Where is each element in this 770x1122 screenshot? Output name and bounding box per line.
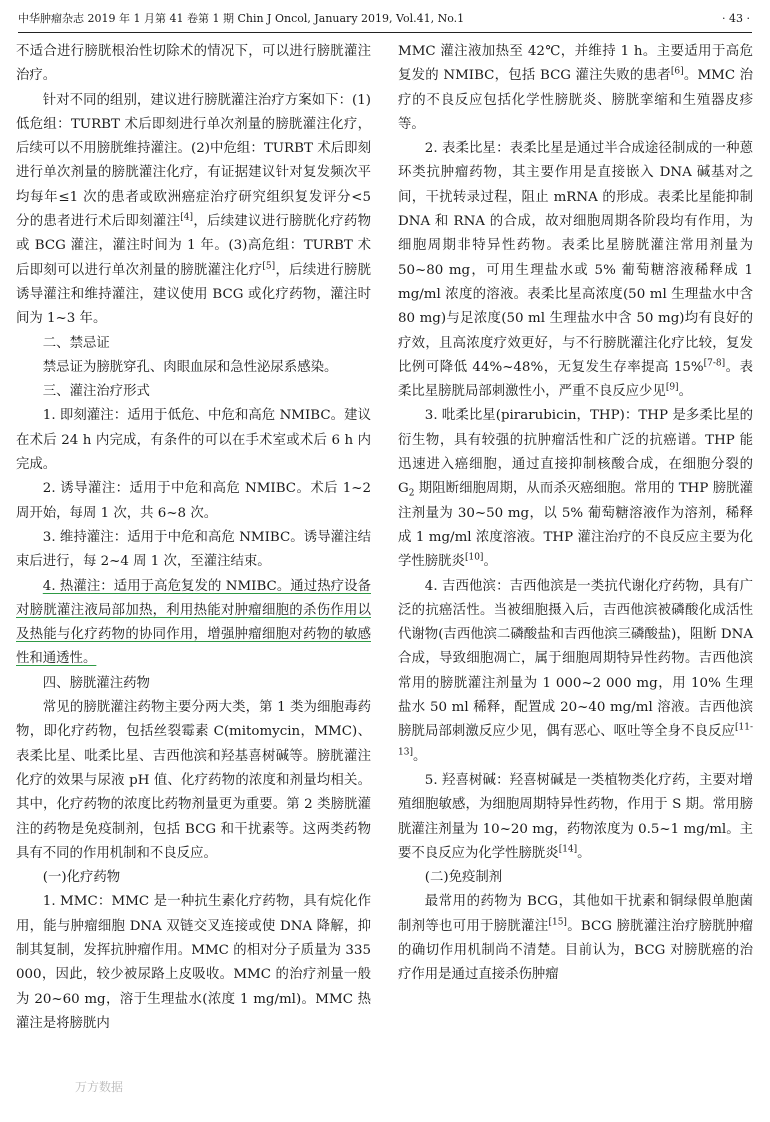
text: 最常用的药物为 BCG，其他如干扰素和铜绿假单胞菌制剂等也可用于膀胱灌注 (398, 894, 753, 934)
text: 。 (678, 384, 692, 400)
right-column (398, 40, 753, 988)
text: ，后续进行膀胱诱导灌注和维持灌注，建议使用 BCG 或化疗药物，灌注时间为 1~3 年。 (16, 262, 372, 327)
text: 。MMC 治疗的不良反应包括化学性膀胱炎、膀胱挛缩和生殖器皮疹等。 (398, 68, 753, 132)
watermark: 万方数据 (75, 1080, 124, 1094)
citation: [14] (558, 844, 578, 855)
text: MMC 灌注液加热至 42℃，并维持 1 h。主要适用于高危复发的 NMIBC，包括 BCG 灌注失败的患者 (398, 44, 753, 84)
paragraph (398, 404, 753, 574)
paragraph: 不适合进行膀胱根治性切除术的情况下，可以进行膀胱灌注治疗。 (16, 44, 371, 84)
citation: [15] (548, 917, 567, 928)
text: 3. 吡柔比星(pirarubicin，THP)：THP 是多柔比星的衍生物，具有较强的抗肿瘤活性和广泛的抗癌谱。THP 能迅速进入癌细胞，通过直接抑制核酸合成，在细胞分裂的 G (398, 408, 753, 497)
text: 期阻断细胞周期，从而杀灭癌细胞。常用的 THP 膀胱灌注剂量为 30~50 mg，以 5% 葡萄糖溶液作为溶剂，稀释成 1 mg/ml 浓度溶液。THP 灌注治疗的不良反应主要为化学性膀胱炎 (398, 481, 753, 570)
citation: [5] (262, 261, 276, 272)
paragraph: 3. 维持灌注：适用于中危和高危 NMIBC。诱导灌注结束后进行，每 2~4 周 1 次，至灌注结束。 (16, 529, 371, 570)
text: 。 (483, 554, 497, 570)
paragraph (398, 575, 753, 769)
text: 。 (577, 845, 591, 861)
text: 4. 吉西他滨：吉西他滨是一类抗代谢化疗药物，具有广泛的抗癌活性。当被细胞摄入后，吉西他滨被磷酸化成活性代谢物(吉西他滨二磷酸盐和吉西他滨三磷酸盐)，阻断 DNA 合成，导致细胞凋亡，属于细胞周期特异性药物。吉西他滨常用的膀胱灌注剂量为 1 000~2 000 mg，用 10% 生理盐水 50 ml 稀释，配置成 20~40 mg/ml 溶液。吉西他滨膀胱局部刺激反应少见，偶有恶心、呕吐等全身不良反应 (398, 578, 753, 740)
paragraph (398, 890, 753, 987)
paragraph (398, 137, 753, 404)
paragraph: 1. 即刻灌注：适用于低危、中危和高危 NMIBC。建议在术后 24 h 内完成，有条件的可以在手术室或术后 6 h 内完成。 (16, 408, 371, 473)
left-column (16, 40, 371, 1036)
text: 。表柔比星膀胱局部刺激性小，严重不良反应少见 (398, 359, 753, 400)
citation: [7-8] (703, 358, 726, 369)
citation: [9] (665, 382, 679, 393)
section-heading: 二、禁忌证 (42, 335, 110, 351)
highlighted-paragraph: 4. 热灌注：适用于高危复发的 NMIBC。通过热疗设备对膀胱灌注液局部加热，利用热能对肿瘤细胞的杀伤作用以及热能与化疗药物的协同作用，增强肿瘤细胞对药物的敏感性和通透性。 (16, 578, 371, 667)
paragraph (398, 40, 753, 137)
paragraph: 1. MMC：MMC 是一种抗生素化疗药物，具有烷化作用，能与肿瘤细胞 DNA 双链交叉连接或使 DNA 降解，抑制其复制，发挥抗肿瘤作用。MMC 的相对分子质量为 335 000，因此，较少被尿路上皮吸收。MMC 的治疗剂量一般为 20~60 mg，溶于生理盐水(浓度 1 mg/ml)。MMC 热灌注是将膀胱内 (16, 894, 371, 1031)
subsection-heading: (二)免疫制剂 (424, 870, 503, 886)
running-header (18, 8, 752, 33)
subscript: 2 (408, 489, 415, 500)
paragraph: 2. 诱导灌注：适用于中危和高危 NMIBC。术后 1~2 周开始，每周 1 次，共 6~8 次。 (16, 481, 371, 521)
section-heading: 四、膀胱灌注药物 (42, 675, 150, 691)
paragraph: 禁忌证为膀胱穿孔、肉眼血尿和急性泌尿系感染。 (42, 359, 338, 375)
paragraph-regimen (16, 89, 371, 332)
section-heading: 三、灌注治疗形式 (42, 384, 150, 400)
page-number: · 43 · (722, 12, 750, 25)
journal-info: 中华肿瘤杂志 2019 年 1 月第 41 卷第 1 期 Chin J Oncol, January 2019, Vol.41, No.1 (18, 12, 465, 25)
text: ，后续建议进行膀胱化疗药物或 BCG 灌注，灌注时间为 1 年。(3)高危组：TURBT 术后即刻可以进行单次剂量的膀胱灌注化疗 (16, 214, 372, 278)
text: 。BCG 膀胱灌注治疗膀胱肿瘤的确切作用机制尚不清楚。目前认为，BCG 对膀胱癌的治疗作用是通过直接杀伤肿瘤 (398, 918, 753, 983)
subsection-heading: (一)化疗药物 (42, 870, 121, 886)
text: 2. 表柔比星：表柔比星是通过半合成途径制成的一种蒽环类抗肿瘤药物，其主要作用是直接嵌入 DNA 碱基对之间，干扰转录过程，阻止 mRNA 的形成。表柔比星能抑制 DNA 和 RNA 的合成，故对细胞周期各阶段均有作用，为细胞周期非特异性药物。表柔比星膀胱灌注常用剂量为 50~80 mg，可用生理盐水或 5% 葡萄糖溶液稀释成 1 mg/ml 浓度的溶液。表柔比星高浓度(50 ml 生理盐水中含 80 mg)与足浓度(50 ml 生理盐水中含 50 mg)均有良好的疗效，且高浓度疗效更好，与不行膀胱灌注化疗比较，复发比例可降低 44%~48%，无复发生存率提高 15% (398, 141, 753, 375)
citation: [11-13] (398, 722, 753, 758)
text: 针对不同的组别，建议进行膀胱灌注治疗方案如下：(1)低危组：TURBT 术后即刻进行单次剂量的膀胱灌注化疗，后续可以不用膀胱维持灌注。(2)中危组：TURBT 术后即刻进行单次剂量的膀胱灌注化疗，有证据建议针对复发频次平均每年≤1 次的患者或欧洲癌症治疗研究组织复发评分<5 分的患者进行术后即刻灌注 (16, 92, 371, 230)
paragraph: 常见的膀胱灌注药物主要分两大类，第 1 类为细胞毒药物，即化疗药物，包括丝裂霉素 C(mitomycin，MMC)、表柔比星、吡柔比星、吉西他滨和羟基喜树碱等。膀胱灌注化疗的效果与尿液 pH 值、化疗药物的浓度和剂量均相关。其中，化疗药物的浓度比药物剂量更为重要。第 2 类膀胱灌注的药物是免疫制剂，包括 BCG 和干扰素等。这两类药物具有不同的作用机制和不良反应。 (16, 700, 371, 861)
citation: [6] (670, 66, 684, 77)
citation: [4] (180, 212, 194, 223)
paragraph (398, 769, 753, 866)
text: 。 (412, 748, 427, 764)
text: 5. 羟喜树碱：羟喜树碱是一类植物类化疗药，主要对增殖细胞敏感，为细胞周期特异性药物，作用于 S 期。常用膀胱灌注剂量为 10~20 mg，药物浓度为 0.5~1 mg/ml。主要不良反应为化学性膀胱炎 (398, 772, 753, 861)
citation: [10] (464, 552, 484, 563)
